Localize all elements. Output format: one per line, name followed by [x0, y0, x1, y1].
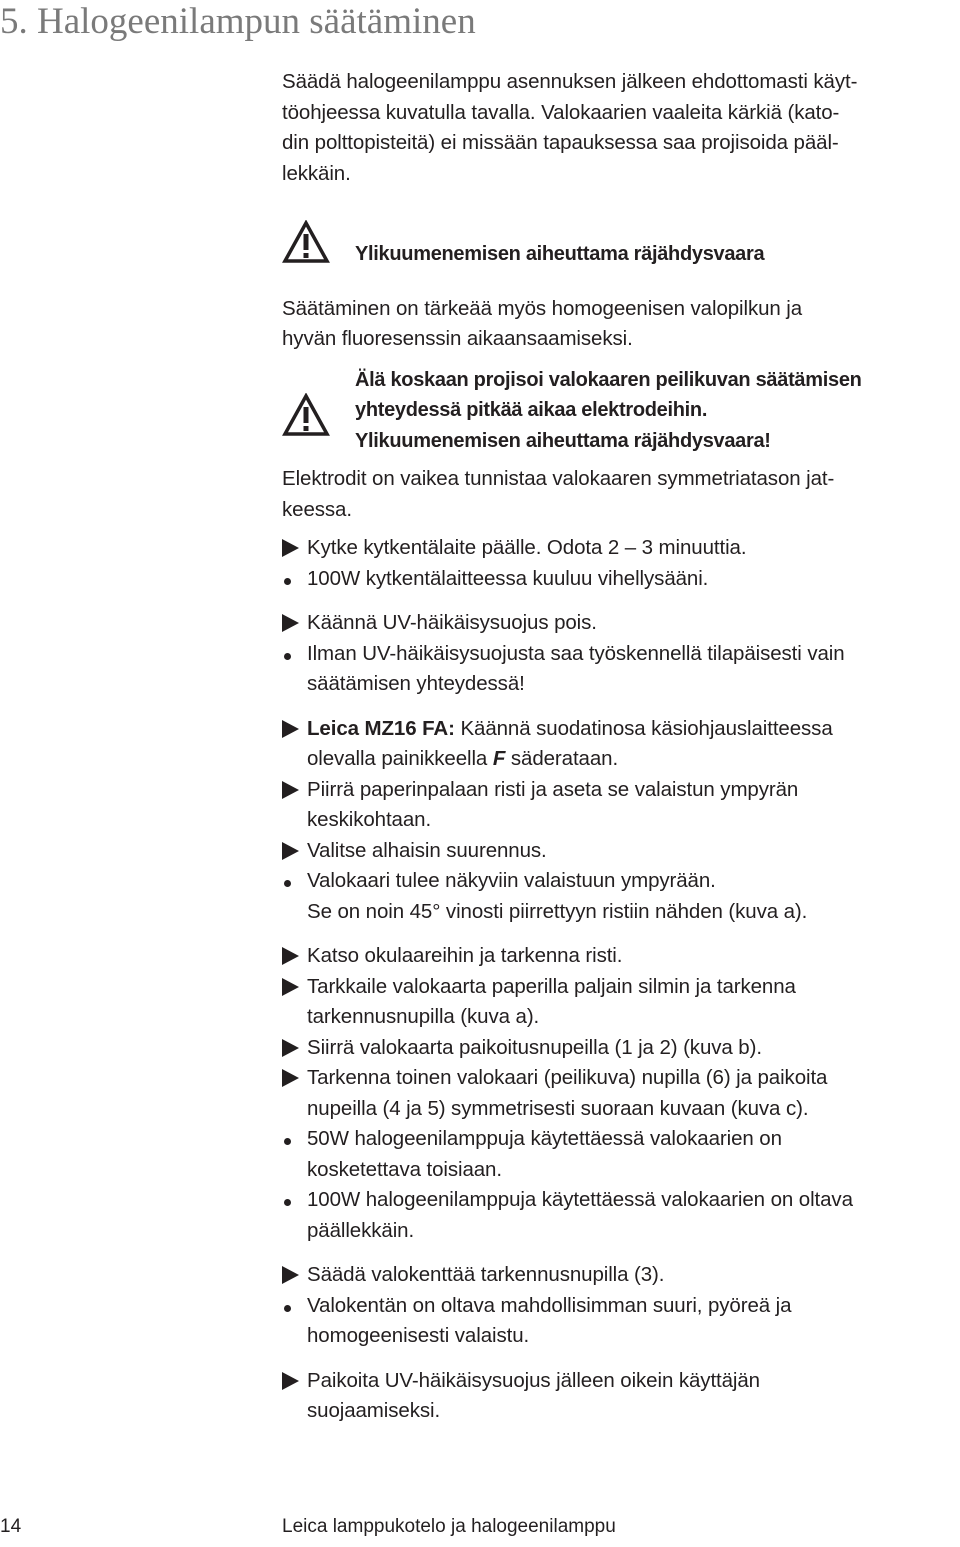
arrow-bullet-icon	[282, 1039, 299, 1057]
arrow-bullet-icon	[282, 720, 299, 738]
step-item	[282, 1260, 954, 1291]
step-text: Säädä valokenttää tarkennusnupilla (3).	[307, 1263, 665, 1286]
step-text: Käännä suodatinosa käsiohjauslaitteessa	[454, 716, 833, 740]
warning-block	[282, 365, 954, 457]
arrow-bullet-icon	[282, 539, 299, 557]
arrow-bullet-icon	[282, 781, 299, 799]
step-text: Valitse alhaisin suurennus.	[307, 838, 547, 862]
dot-bullet-icon	[284, 880, 291, 887]
step-item	[282, 608, 954, 639]
step-item	[282, 1063, 954, 1124]
paragraph-line: Säätäminen on tärkeää myös homogeenisen valopilkun ja	[282, 296, 803, 320]
step-text: tarkennusnupilla (kuva a).	[307, 1005, 540, 1028]
note-text: Ilman UV-häikäisysuojusta saa työskennellä tilapäisesti vain	[307, 641, 845, 665]
content-column	[282, 67, 954, 1427]
step-item	[282, 714, 954, 775]
paragraph-line: hyvän fluoresenssin aikaansaamiseksi.	[282, 327, 633, 350]
paragraph-homogeneous	[282, 294, 954, 355]
step-text: säderataan.	[505, 747, 619, 770]
note-item	[282, 1185, 954, 1246]
note-item	[282, 1291, 954, 1352]
arrow-bullet-icon	[282, 614, 299, 632]
note-text: kosketettava toisiaan.	[307, 1157, 502, 1181]
note-text: Valokaari tulee näkyviin valaistuun ympyrään.	[307, 869, 716, 892]
step-text: keskikohtaan.	[307, 808, 432, 831]
intro-line: töohjeessa kuvatulla tavalla. Valokaarien vaaleita kärkiä (kato-	[282, 100, 840, 124]
note-item	[282, 639, 954, 700]
step-text: Katso okulaareihin ja tarkenna risti.	[307, 944, 623, 967]
footer-title: Leica lamppukotelo ja halogeenilamppu	[282, 1516, 616, 1537]
step-text: Tarkkaile valokaarta paperilla paljain silmin ja tarkenna	[307, 974, 796, 998]
warning-line: Älä koskaan projisoi valokaaren peilikuvan säätämisen	[355, 368, 862, 391]
paragraph-line: Elektrodit on vaikea tunnistaa valokaaren symmetriatason jat-	[282, 467, 835, 490]
step-item	[282, 533, 954, 564]
step-text: Siirrä valokaarta paikoitusnupeilla (1 ja 2) (kuva b).	[307, 1035, 762, 1059]
step-item	[282, 1033, 954, 1064]
note-text: 50W halogeenilamppuja käytettäessä valokaarien on	[307, 1127, 782, 1150]
step-text: Paikoita UV-häikäisysuojus jälleen oikein käyttäjän	[307, 1368, 760, 1392]
dot-bullet-icon	[284, 1305, 291, 1312]
paragraph-line: keessa.	[282, 497, 352, 521]
paragraph-electrodes	[282, 464, 954, 525]
step-text: Tarkenna toinen valokaari (peilikuva) nupilla (6) ja paikoita	[307, 1066, 828, 1089]
filter-key-label: F	[492, 747, 506, 770]
warning-triangle-icon	[282, 220, 330, 264]
step-text: olevalla painikkeella	[307, 747, 493, 770]
intro-line: Säädä halogeenilamppu asennuksen jälkeen ehdottomasti käyt-	[282, 70, 858, 93]
note-text: 100W kytkentälaitteessa kuuluu vihellysääni.	[307, 566, 709, 590]
intro-line: din polttopisteitä) ei missään tapauksessa saa projisoida pääl-	[282, 131, 839, 154]
intro-paragraph	[282, 67, 954, 189]
warning-heading	[282, 239, 954, 270]
warning-heading-text: Ylikuumenemisen aiheuttama räjähdysvaara	[355, 243, 765, 265]
arrow-bullet-icon	[282, 1069, 299, 1087]
dot-bullet-icon	[284, 1199, 291, 1206]
step-text: Piirrä paperinpalaan risti ja aseta se valaistun ympyrän	[307, 777, 799, 801]
step-item	[282, 972, 954, 1033]
step-item	[282, 775, 954, 836]
arrow-bullet-icon	[282, 1266, 299, 1284]
note-item	[282, 866, 954, 927]
note-text: päällekkäin.	[307, 1218, 415, 1242]
warning-line: Ylikuumenemisen aiheuttama räjähdysvaara!	[355, 429, 771, 452]
step-text: suojaamiseksi.	[307, 1399, 441, 1422]
arrow-bullet-icon	[282, 842, 299, 860]
note-text: säätämisen yhteydessä!	[307, 672, 525, 695]
dot-bullet-icon	[284, 578, 291, 585]
page-number: 14	[0, 1516, 22, 1537]
note-text: Valokentän on oltava mahdollisimman suuri, pyöreä ja	[307, 1293, 792, 1317]
warning-line: yhteydessä pitkää aikaa elektrodeihin.	[355, 399, 708, 421]
arrow-bullet-icon	[282, 978, 299, 996]
warning-triangle-icon	[282, 393, 330, 437]
step-text: nupeilla (4 ja 5) symmetrisesti suoraan kuvaan (kuva c).	[307, 1096, 809, 1120]
note-text: 100W halogeenilamppuja käytettäessä valokaarien on oltava	[307, 1188, 853, 1211]
arrow-bullet-icon	[282, 947, 299, 965]
step-item	[282, 1366, 954, 1427]
note-text: Se on noin 45° vinosti piirrettyyn ristiin nähden (kuva a).	[307, 899, 808, 923]
step-text: Kytke kytkentälaite päälle. Odota 2 – 3 minuuttia.	[307, 536, 747, 559]
note-item	[282, 1124, 954, 1185]
arrow-bullet-icon	[282, 1372, 299, 1390]
step-item	[282, 836, 954, 867]
model-name: Leica MZ16 FA:	[307, 716, 455, 740]
page-title: 5. Halogeenilampun säätäminen	[0, 1, 476, 42]
dot-bullet-icon	[284, 653, 291, 660]
dot-bullet-icon	[284, 1138, 291, 1145]
step-text: Käännä UV-häikäisysuojus pois.	[307, 611, 597, 634]
note-text: homogeenisesti valaistu.	[307, 1324, 530, 1347]
note-item	[282, 564, 954, 595]
intro-line: lekkäin.	[282, 161, 351, 185]
step-item	[282, 941, 954, 972]
